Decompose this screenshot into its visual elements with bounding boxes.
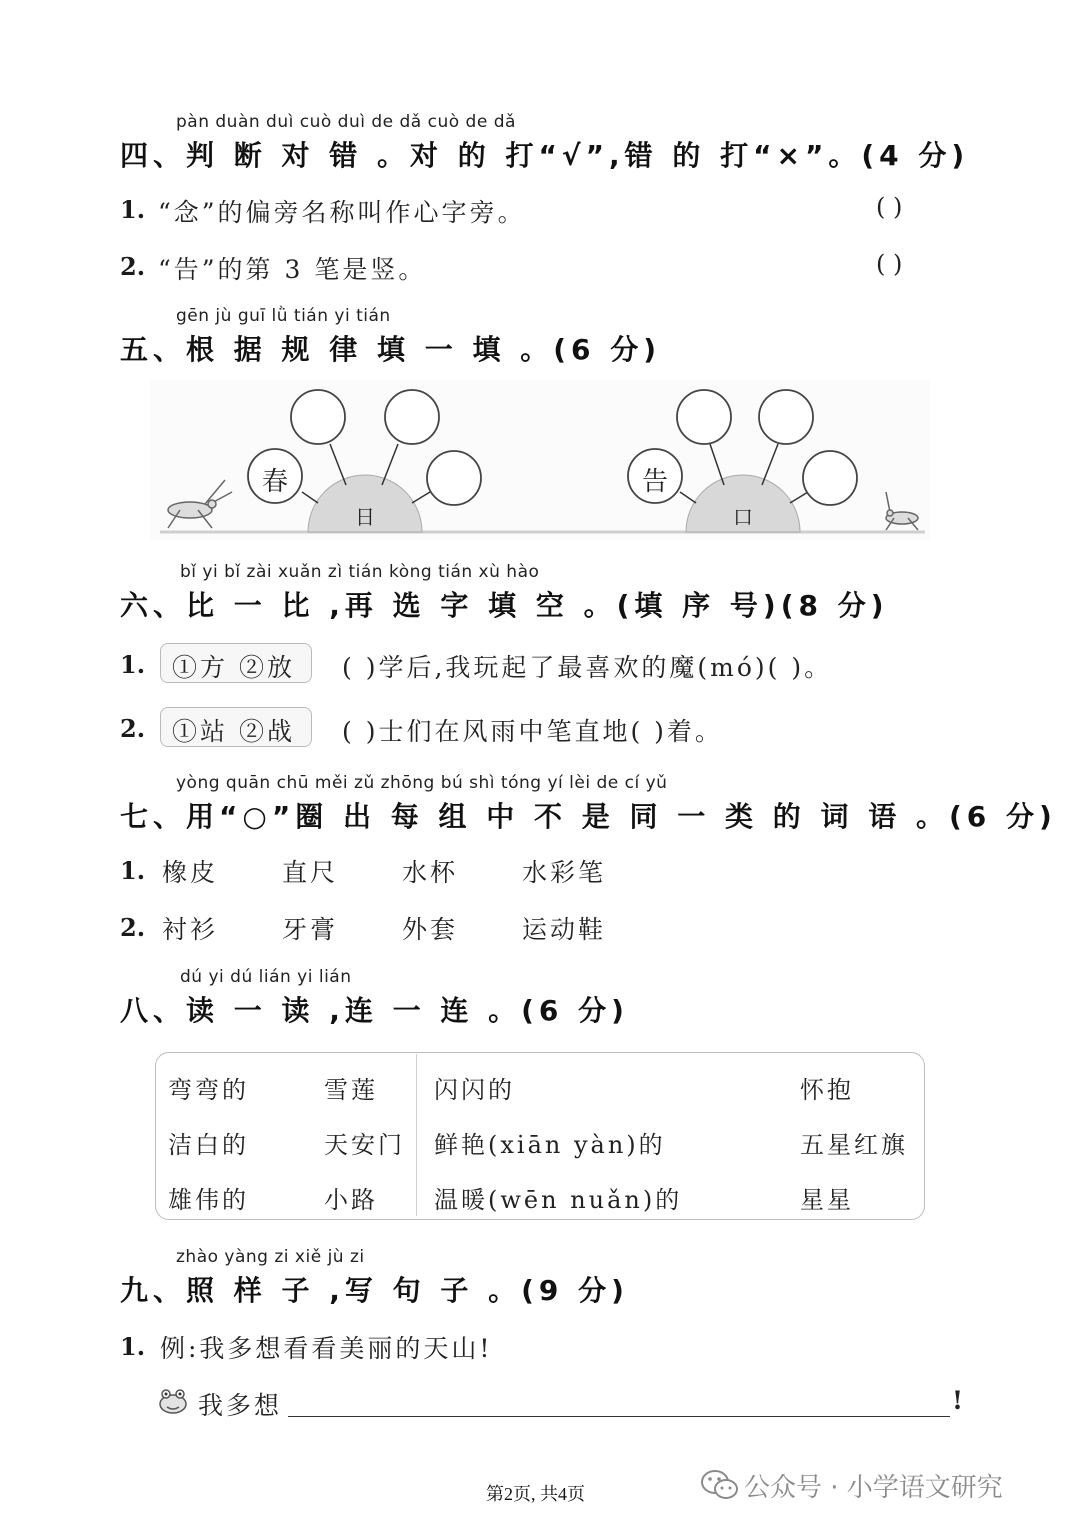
left-blank-circle-1[interactable] <box>291 390 345 444</box>
s6-title: 六、比 一 比 ,再 选 字 填 空 。(填 序 号)(8 分) <box>120 589 889 622</box>
page-number: 第2页, 共4页 <box>486 1484 585 1504</box>
s4-pinyin: pàn duàn duì cuò duì de dǎ cuò de dǎ <box>176 112 516 132</box>
s6-item2-sentence: ( )士们在风雨中笔直地( )着。 <box>342 717 723 746</box>
s4-item1-num: 1. <box>120 195 146 224</box>
s7-row1-word3[interactable]: 水杯 <box>402 858 459 887</box>
s7-row1-word4[interactable]: 水彩笔 <box>522 858 607 887</box>
left-given-char: 春 <box>262 467 292 497</box>
s7-row1-word2[interactable]: 直尺 <box>282 858 339 887</box>
s8-left-b-2[interactable]: 天安门 <box>324 1131 405 1159</box>
s8-right-b-2[interactable]: 五星红旗 <box>800 1131 908 1159</box>
s5-pinyin: gēn jù guī lǜ tián yi tián <box>176 306 391 326</box>
s4-item2-answer[interactable]: ( ) <box>876 250 903 278</box>
s4-item1-text: “念”的偏旁名称叫作心字旁。 <box>158 198 526 227</box>
s8-right-b-1[interactable]: 怀抱 <box>800 1076 854 1104</box>
s8-left-b-1[interactable]: 雪莲 <box>324 1076 378 1104</box>
s7-row1-num: 1. <box>120 856 146 885</box>
s7-row2-word3[interactable]: 外套 <box>402 915 459 944</box>
right-sun-char: 口 <box>733 505 756 529</box>
s9-title: 九、照 样 子 ,写 句 子 。(9 分) <box>120 1274 629 1307</box>
s6-item1-options: ①方 ②放 <box>172 653 295 682</box>
s4-title: 四、判 断 对 错 。对 的 打“√”,错 的 打“×”。(4 分) <box>120 139 970 172</box>
s9-example: 例:我多想看看美丽的天山! <box>160 1334 493 1363</box>
s8-right-a-1[interactable]: 闪闪的 <box>434 1076 515 1104</box>
s8-right-b-3[interactable]: 星星 <box>800 1186 854 1214</box>
left-blank-circle-3[interactable] <box>427 451 481 505</box>
s6-pinyin: bǐ yi bǐ zài xuǎn zì tián kòng tián xù hào <box>180 562 540 582</box>
s8-left-a-3[interactable]: 雄伟的 <box>168 1186 249 1214</box>
s6-item2-options: ①站 ②战 <box>172 717 295 746</box>
s8-left-a-1[interactable]: 弯弯的 <box>168 1076 249 1104</box>
right-given-char: 告 <box>642 467 672 497</box>
wechat-icon <box>700 1468 740 1502</box>
s7-row2-word2[interactable]: 牙膏 <box>282 915 339 944</box>
s9-example-num: 1. <box>120 1332 146 1361</box>
s8-left-a-2[interactable]: 洁白的 <box>168 1131 249 1159</box>
s7-row2-word4[interactable]: 运动鞋 <box>522 915 607 944</box>
s9-answer-line[interactable] <box>288 1416 950 1417</box>
s6-item1-sentence: ( )学后,我玩起了最喜欢的魔(mó)( )。 <box>342 653 833 682</box>
s8-right-a-2[interactable]: 鲜艳(xiān yàn)的 <box>434 1131 666 1159</box>
sun-pattern-illustration <box>150 380 930 540</box>
frog-icon <box>157 1387 189 1415</box>
s7-row2-word1[interactable]: 衬衫 <box>162 915 219 944</box>
s9-prompt: 我多想 <box>198 1391 283 1420</box>
s7-row2-num: 2. <box>120 913 146 942</box>
s8-right-a-3[interactable]: 温暖(wēn nuǎn)的 <box>434 1186 683 1214</box>
s6-item1-num: 1. <box>120 650 146 679</box>
s8-left-b-3[interactable]: 小路 <box>324 1186 378 1214</box>
s9-pinyin: zhào yàng zi xiě jù zi <box>176 1247 365 1267</box>
s7-row1-word1[interactable]: 橡皮 <box>162 858 219 887</box>
s7-pinyin: yòng quān chū měi zǔ zhōng bú shì tóng yí lèi de cí yǔ <box>176 773 668 793</box>
s9-end-mark: ! <box>952 1386 966 1415</box>
right-blank-circle-2[interactable] <box>759 390 813 444</box>
s8-title: 八、读 一 读 ,连 一 连 。(6 分) <box>120 994 629 1027</box>
s6-item2-num: 2. <box>120 714 146 743</box>
watermark: 公众号 · 小学语文研究 <box>744 1473 1003 1503</box>
right-blank-circle-3[interactable] <box>803 451 857 505</box>
left-sun-char: 日 <box>355 505 378 529</box>
s4-item2-text: “告”的第 3 笔是竖。 <box>158 255 427 284</box>
s5-title: 五、根 据 规 律 填 一 填 。(6 分) <box>120 333 662 366</box>
matching-divider <box>416 1054 417 1216</box>
s7-title: 七、用“○”圈 出 每 组 中 不 是 同 一 类 的 词 语 。(6 分) <box>120 800 1057 833</box>
s4-item1-answer[interactable]: ( ) <box>876 193 903 221</box>
s4-item2-num: 2. <box>120 252 146 281</box>
left-blank-circle-2[interactable] <box>385 390 439 444</box>
right-blank-circle-1[interactable] <box>677 390 731 444</box>
s8-pinyin: dú yi dú lián yi lián <box>180 967 352 987</box>
